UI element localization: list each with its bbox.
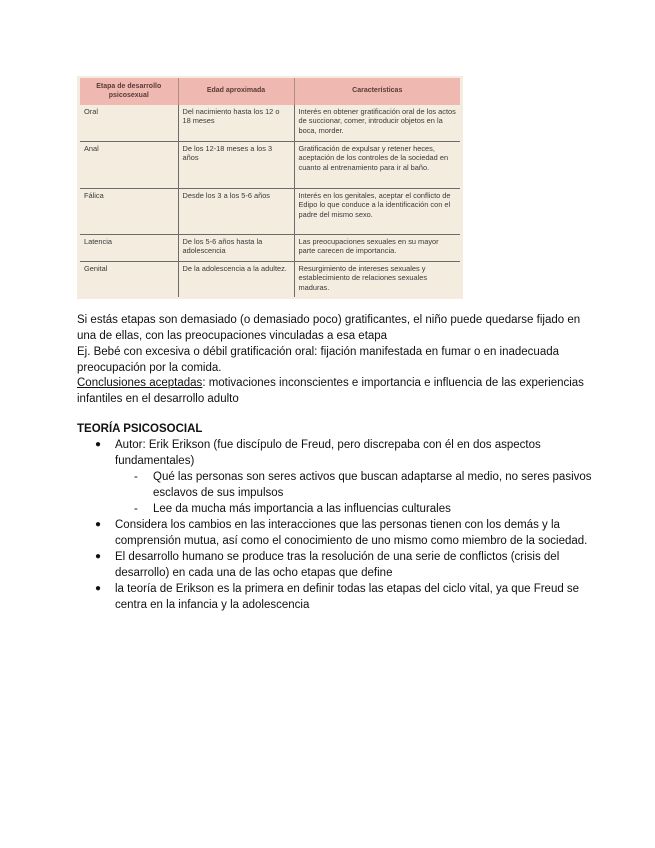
table-row — [80, 262, 460, 298]
dash-icon: - — [134, 471, 138, 483]
bullet-text: la teoría de Erikson es la primera en definir todas las etapas del ciclo vital, ya que Freud se centra en la infancia y la adolescencia — [115, 583, 580, 611]
psychosexual-stages-table-image — [77, 76, 463, 299]
age-cell: De los 12-18 meses a los 3 años — [178, 142, 294, 189]
psychosocial-bullet-list — [77, 437, 597, 613]
dash-icon: - — [134, 503, 138, 515]
table-row — [80, 105, 460, 142]
section-heading: TEORÍA PSICOSOCIAL — [77, 423, 203, 435]
list-item — [77, 437, 597, 517]
header-age: Edad aproximada — [178, 78, 294, 105]
sub-bullet-list — [115, 469, 597, 517]
bullet-icon: ● — [95, 439, 102, 450]
sub-bullet-text: Lee da mucha más importancia a las influencias culturales — [153, 503, 451, 515]
bullet-text: Autor: Erik Erikson (fue discípulo de Freud, pero discrepaba con él en dos aspectos fundamentales) — [115, 439, 541, 467]
characteristics-cell: Interés en los genitales, aceptar el conflicto de Edipo lo que conduce a la identificación con el padre del mismo sexo. — [294, 189, 460, 235]
table-row — [80, 142, 460, 189]
bullet-text: El desarrollo humano se produce tras la resolución de una serie de conflictos (crisis del desarrollo) en cada una de las ocho etapas que define — [115, 551, 560, 579]
table-row — [80, 235, 460, 262]
sub-list-item — [115, 469, 597, 501]
bullet-icon: ● — [95, 551, 102, 562]
age-cell: Desde los 3 a los 5-6 años — [178, 189, 294, 235]
sub-bullet-text: Qué las personas son seres activos que buscan adaptarse al medio, no seres pasivos esclavos de sus impulsos — [153, 471, 592, 499]
conclusions-paragraph — [77, 375, 597, 407]
table-row — [80, 189, 460, 235]
stage-cell: Latencia — [80, 235, 178, 262]
psychosexual-stages-table — [80, 78, 460, 297]
example-paragraph: Ej. Bebé con excesiva o débil gratificación oral: fijación manifestada en fumar o en inadecuada preocupación por la comida. — [77, 346, 560, 374]
stage-cell: Fálica — [80, 189, 178, 235]
fixation-paragraph: Si estás etapas son demasiado (o demasiado poco) gratificantes, el niño puede quedarse fijado en una de ellas, con las preocupaciones vinculadas a esa etapa — [77, 314, 581, 342]
characteristics-cell: Resurgimiento de intereses sexuales y establecimiento de relaciones sexuales maduras. — [298, 264, 428, 292]
stage-cell: Anal — [80, 142, 178, 189]
list-item — [77, 517, 597, 549]
header-characteristics: Características — [294, 78, 460, 105]
header-stage: Etapa de desarrollo psicosexual — [80, 78, 178, 105]
bullet-text: Considera los cambios en las interacciones que las personas tienen con los demás y la comprensión mutua, así como el conocimiento de uno mismo como miembro de la sociedad. — [115, 519, 588, 547]
list-item — [77, 581, 597, 613]
characteristics-cell: Las preocupaciones sexuales en su mayor parte carecen de importancia. — [294, 235, 460, 262]
age-cell: De los 5-6 años hasta la adolescencia — [178, 235, 294, 262]
list-item — [77, 549, 597, 581]
sub-list-item — [115, 501, 597, 517]
conclusions-label: Conclusiones aceptadas — [77, 377, 203, 389]
stage-cell: Genital — [80, 262, 178, 298]
characteristics-cell: Interés en obtener gratificación oral de los actos de succionar, comer, introducir objetos en la boca, morder. — [294, 105, 460, 142]
bullet-icon: ● — [95, 519, 102, 530]
characteristics-cell: Gratificación de expulsar y retener heces, aceptación de los controles de la sociedad en cuanto al entrenamiento para ir al baño. — [294, 142, 460, 189]
age-cell: De la adolescencia a la adultez. — [178, 262, 294, 298]
bullet-icon: ● — [95, 583, 102, 594]
table-header-row — [80, 78, 460, 105]
stage-cell: Oral — [80, 105, 178, 142]
conclusions-text: : motivaciones inconscientes e importancia e influencia de las experiencias infantiles en el desarrollo adulto — [77, 377, 584, 405]
age-cell: Del nacimiento hasta los 12 o 18 meses — [178, 105, 294, 142]
